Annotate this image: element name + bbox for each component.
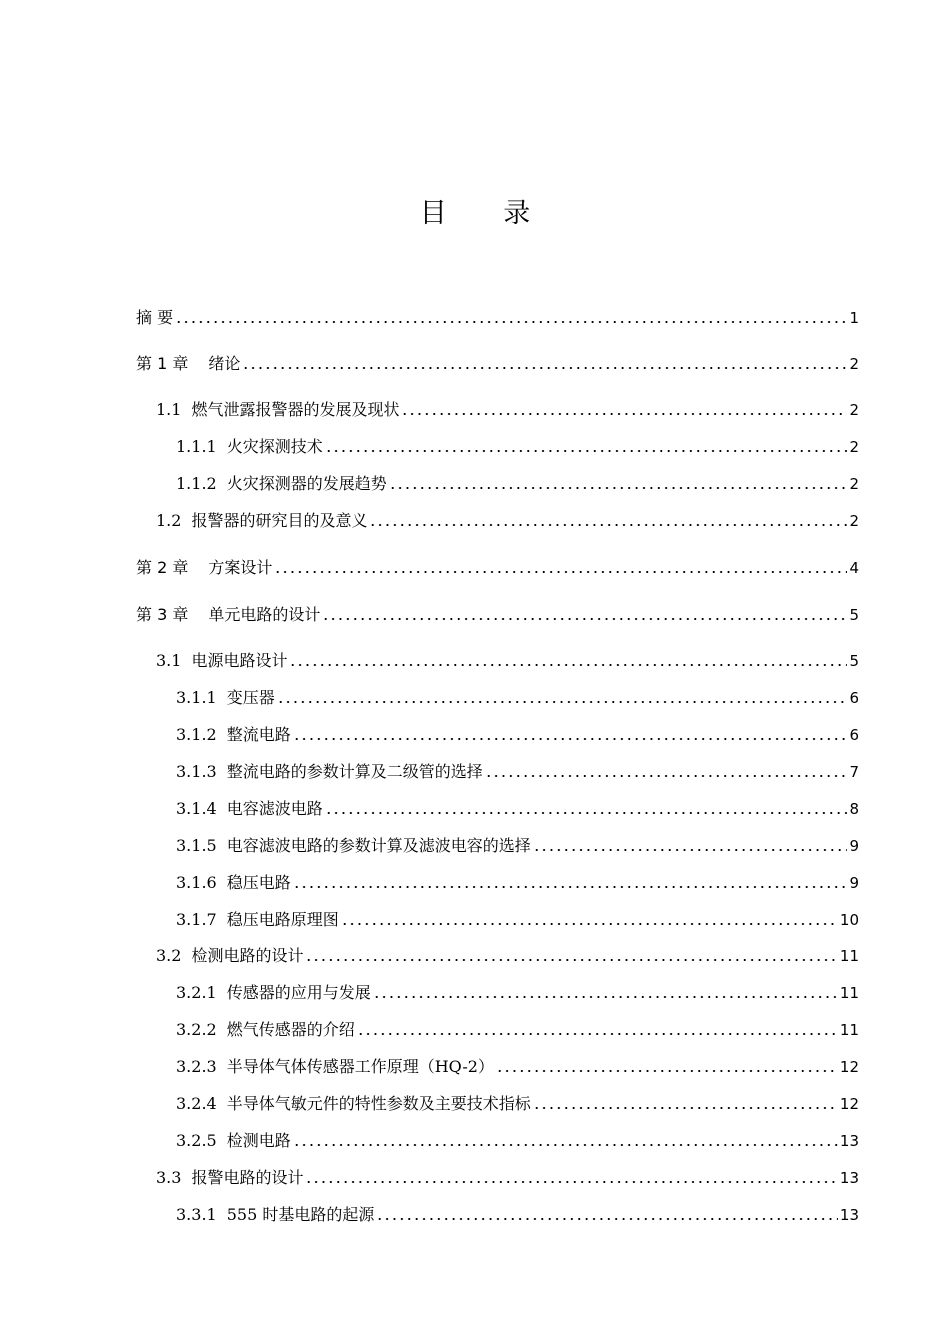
toc-entry-number: 3.1.6 xyxy=(176,873,217,892)
toc-entry-text: 燃气泄露报警器的发展及现状 xyxy=(191,400,400,419)
toc-entry[interactable] xyxy=(176,869,859,893)
toc-entry-label xyxy=(176,688,275,708)
toc-entry-text: 555 时基电路的起源 xyxy=(226,1205,375,1224)
toc-dot-leader xyxy=(289,663,847,667)
toc-entry-number: 3.2 xyxy=(156,946,182,965)
toc-entry[interactable] xyxy=(176,1201,859,1225)
toc-dot-leader xyxy=(305,958,837,962)
toc-page-number: 12 xyxy=(839,1095,859,1113)
toc-page-number: 11 xyxy=(839,947,859,965)
toc-entry-label xyxy=(176,873,291,893)
toc-page-number: 9 xyxy=(849,837,859,855)
toc-entry-text: 电源电路设计 xyxy=(191,651,288,670)
toc-entry-label xyxy=(176,910,339,930)
toc-entry-number: 1.1 xyxy=(156,400,182,419)
toc-page-number: 13 xyxy=(839,1169,859,1187)
toc-entry-label xyxy=(176,762,483,782)
toc-page-number: 2 xyxy=(849,475,859,493)
toc-dot-leader xyxy=(322,617,847,621)
toc-entry-text: 半导体气敏元件的特性参数及主要技术指标 xyxy=(226,1094,531,1113)
toc-dot-leader xyxy=(376,1217,838,1221)
toc-entry-text: 检测电路 xyxy=(226,1131,291,1150)
toc-entry-label xyxy=(176,725,291,745)
toc-dot-leader xyxy=(325,811,848,815)
toc-dot-leader xyxy=(325,449,848,453)
toc-entry[interactable] xyxy=(176,795,859,819)
toc-page-number: 12 xyxy=(839,1058,859,1076)
toc-entry-text: 整流电路 xyxy=(226,725,291,744)
toc-entry-text: 稳压电路 xyxy=(226,873,291,892)
toc-page-number: 7 xyxy=(849,763,859,781)
toc-entry-text: 半导体气体传感器工作原理（HQ-2） xyxy=(226,1057,494,1076)
toc-dot-leader xyxy=(357,1032,838,1036)
toc-page-number: 13 xyxy=(839,1132,859,1150)
toc-entry-text: 电容滤波电路的参数计算及滤波电容的选择 xyxy=(226,836,531,855)
toc-entry[interactable] xyxy=(176,1053,859,1077)
toc-entry-number: 3.1.3 xyxy=(176,762,217,781)
toc-entry-label xyxy=(176,1020,355,1040)
toc-entry-text: 火灾探测器的发展趋势 xyxy=(226,474,387,493)
toc-entry-number: 3.3.1 xyxy=(176,1205,217,1224)
toc-entry[interactable] xyxy=(176,832,859,856)
toc-page-number: 6 xyxy=(849,689,859,707)
toc-entry-text: 燃气传感器的介绍 xyxy=(226,1020,355,1039)
toc-entry[interactable] xyxy=(176,433,859,457)
toc-entry-number: 1.2 xyxy=(156,511,182,530)
toc-page-number: 11 xyxy=(839,1021,859,1039)
toc-entry-number: 3.2.3 xyxy=(176,1057,217,1076)
toc-entry-label xyxy=(176,1131,291,1151)
toc-entry-label xyxy=(176,799,323,819)
toc-page-number: 6 xyxy=(849,726,859,744)
toc-entry-number: 3.1.2 xyxy=(176,725,217,744)
toc-page-number: 4 xyxy=(849,559,859,577)
toc-entry[interactable] xyxy=(176,1127,859,1151)
toc-entry-number: 3.2.4 xyxy=(176,1094,217,1113)
toc-entry[interactable] xyxy=(136,554,859,578)
toc-entry-label xyxy=(136,308,173,328)
toc-entry[interactable] xyxy=(176,684,859,708)
toc-entry-text: 稳压电路原理图 xyxy=(226,910,339,929)
toc-page-number: 2 xyxy=(849,512,859,530)
toc-entry-label xyxy=(136,558,272,578)
toc-entry-text: 电容滤波电路 xyxy=(226,799,323,818)
toc-entry-label xyxy=(136,354,240,374)
toc-entry-text: 绪论 xyxy=(208,354,241,373)
toc-entry[interactable] xyxy=(156,942,859,966)
toc-entry[interactable] xyxy=(156,1164,859,1188)
toc-dot-leader xyxy=(293,885,848,889)
toc-page-number: 2 xyxy=(849,355,859,373)
toc-entry-text: 整流电路的参数计算及二级管的选择 xyxy=(226,762,483,781)
toc-entry-number: 第 2 章 xyxy=(136,558,189,577)
toc-entry[interactable] xyxy=(176,1016,859,1040)
toc-page-number: 5 xyxy=(849,606,859,624)
toc-dot-leader xyxy=(533,848,848,852)
toc-entry-text: 火灾探测技术 xyxy=(226,437,323,456)
toc-dot-leader xyxy=(277,700,848,704)
toc-entry-label xyxy=(136,605,320,625)
toc-page-number: 13 xyxy=(839,1206,859,1224)
toc-entry-number: 第 1 章 xyxy=(136,354,189,373)
toc-dot-leader xyxy=(485,774,848,778)
toc-entry-text: 变压器 xyxy=(226,688,275,707)
toc-page-number: 11 xyxy=(839,984,859,1002)
toc-entry[interactable] xyxy=(136,304,859,328)
toc-entry-text: 传感器的应用与发展 xyxy=(226,983,371,1002)
toc-entry[interactable] xyxy=(136,601,859,625)
toc-dot-leader xyxy=(401,412,847,416)
toc-entry-number: 3.1.7 xyxy=(176,910,217,929)
toc-entry[interactable] xyxy=(176,906,859,930)
toc-page-number: 9 xyxy=(849,874,859,892)
toc-dot-leader xyxy=(341,922,838,926)
toc-entry-label xyxy=(156,511,367,531)
toc-entry-number: 3.1.5 xyxy=(176,836,217,855)
toc-entry-text: 检测电路的设计 xyxy=(191,946,304,965)
toc-entry[interactable] xyxy=(176,979,859,1003)
toc-page-number: 2 xyxy=(849,401,859,419)
toc-entry[interactable] xyxy=(176,721,859,745)
toc-entry-label xyxy=(156,946,303,966)
toc-entry[interactable] xyxy=(156,396,859,420)
toc-entry-number: 第 3 章 xyxy=(136,605,189,624)
toc-dot-leader xyxy=(369,523,847,527)
toc-dot-leader xyxy=(274,570,847,574)
toc-dot-leader xyxy=(293,737,848,741)
toc-dot-leader xyxy=(496,1069,838,1073)
toc-entry-label xyxy=(176,474,387,494)
toc-entry-label xyxy=(156,1168,303,1188)
toc-page-number: 5 xyxy=(849,652,859,670)
toc-entry[interactable] xyxy=(176,1090,859,1114)
toc-entry-number: 3.3 xyxy=(156,1168,182,1187)
toc-entry-text: 报警电路的设计 xyxy=(191,1168,304,1187)
toc-entry-text: 单元电路的设计 xyxy=(208,605,321,624)
toc-entry-text: 报警器的研究目的及意义 xyxy=(191,511,368,530)
toc-entry-label xyxy=(176,1205,374,1225)
toc-entry-number: 3.2.2 xyxy=(176,1020,217,1039)
toc-dot-leader xyxy=(293,1143,838,1147)
toc-entry-text: 摘 要 xyxy=(136,308,174,327)
toc-entry-number: 3.1.4 xyxy=(176,799,217,818)
toc-entry-number: 3.1.1 xyxy=(176,688,217,707)
toc-entry-number: 3.2.5 xyxy=(176,1131,217,1150)
page-title: 目 录 xyxy=(419,198,555,229)
toc-entry[interactable] xyxy=(176,470,859,494)
toc-entry-label xyxy=(176,437,323,457)
toc-entry-number: 1.1.1 xyxy=(176,437,217,456)
toc-entry[interactable] xyxy=(136,350,859,374)
toc-entry[interactable] xyxy=(176,758,859,782)
toc-page-number: 8 xyxy=(849,800,859,818)
toc-entry-label xyxy=(156,651,287,671)
toc-dot-leader xyxy=(389,486,848,490)
toc-entry[interactable] xyxy=(156,507,859,531)
toc-entry-label xyxy=(176,1057,494,1077)
toc-entry-label xyxy=(176,836,531,856)
toc-entry-label xyxy=(156,400,399,420)
toc-dot-leader xyxy=(175,320,847,324)
toc-entry-label xyxy=(176,1094,531,1114)
toc-dot-leader xyxy=(242,366,847,370)
toc-dot-leader xyxy=(305,1180,837,1184)
toc-dot-leader xyxy=(533,1106,838,1110)
toc-page-number: 10 xyxy=(839,911,859,929)
toc-entry-label xyxy=(176,983,371,1003)
toc-dot-leader xyxy=(373,995,838,999)
toc-entry-number: 3.1 xyxy=(156,651,182,670)
toc-entry-number: 1.1.2 xyxy=(176,474,217,493)
toc-entry-text: 方案设计 xyxy=(208,558,273,577)
toc-page-number: 2 xyxy=(849,438,859,456)
toc-page-number: 1 xyxy=(849,309,859,327)
toc-entry-number: 3.2.1 xyxy=(176,983,217,1002)
toc-entry[interactable] xyxy=(156,647,859,671)
